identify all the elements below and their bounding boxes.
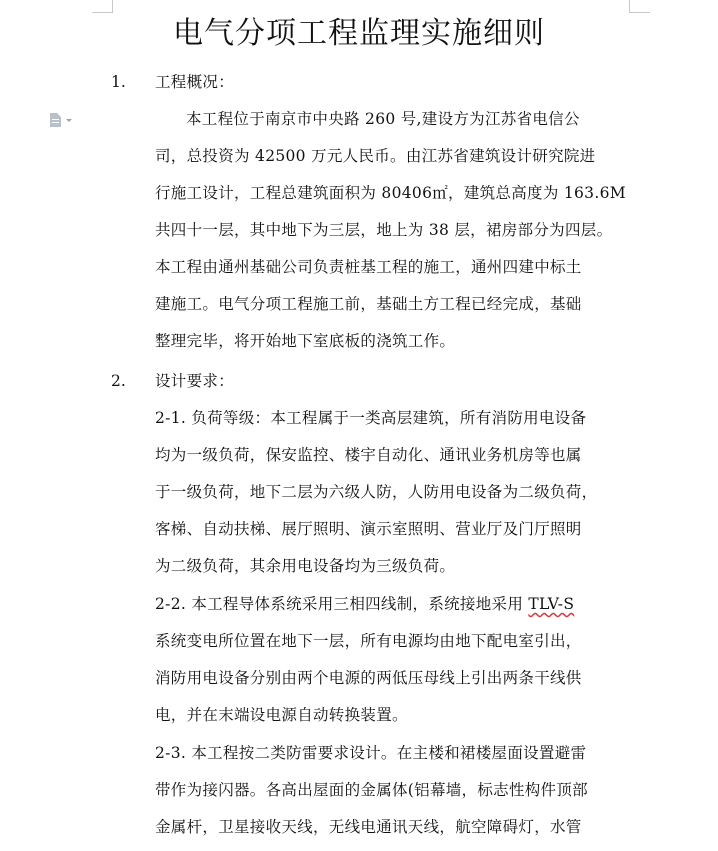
- paragraph-line: 2-1. 负荷等级：本工程属于一类高层建筑，所有消防用电设备: [155, 409, 587, 427]
- chevron-down-icon: [66, 119, 72, 122]
- paragraph-line: 为二级负荷，其余用电设备均为三级负荷。: [155, 557, 456, 575]
- paragraph-line: 系统变电所位置在地下一层，所有电源均由地下配电室引出，: [155, 632, 582, 650]
- paragraph-line: 消防用电设备分别由两个电源的两低压母线上引出两条干线供: [155, 669, 582, 687]
- paragraph-line: 行施工设计，工程总建筑面积为 80406㎡，建筑总高度为 163.6M: [155, 184, 626, 202]
- line-text: 2-2. 本工程导体系统采用三相四线制，系统接地采用: [155, 595, 529, 613]
- paragraph-options-button[interactable]: [50, 111, 80, 129]
- paragraph-line: 本工程位于南京市中央路 260 号,建设方为江苏省电信公: [186, 110, 580, 128]
- paragraph-line: 建施工。电气分项工程施工前，基础土方工程已经完成，基础: [155, 295, 582, 313]
- section-heading: 工程概况：: [155, 73, 235, 91]
- document-icon: [50, 113, 61, 127]
- paragraph-line: 于一级负荷，地下二层为六级人防，人防用电设备为二级负荷，: [155, 483, 598, 501]
- document-title: 电气分项工程监理实施细则: [173, 16, 545, 51]
- paragraph-line: 整理完毕，将开始地下室底板的浇筑工作。: [155, 332, 456, 350]
- paragraph-line: [155, 593, 574, 615]
- paragraph-line: 共四十一层，其中地下为三层，地上为 38 层，裙房部分为四层。: [155, 221, 613, 239]
- paragraph-line: 金属杆，卫星接收天线，无线电通讯天线，航空障碍灯，水管: [155, 818, 582, 836]
- paragraph-line: 司，总投资为 42500 万元人民币。由江苏省建筑设计研究院进: [155, 147, 596, 165]
- section-heading: 设计要求：: [155, 372, 235, 390]
- paragraph-line: 本工程由通州基础公司负责桩基工程的施工，通州四建中标土: [155, 258, 582, 276]
- spellcheck-marked-text[interactable]: TLV-S: [528, 595, 575, 613]
- section-number: 1.: [111, 73, 126, 91]
- paragraph-line: 均为一级负荷，保安监控、楼宇自动化、通讯业务机房等也属: [155, 446, 582, 464]
- paragraph-line: 2-3. 本工程按二类防雷要求设计。在主楼和裙楼屋面设置避雷: [155, 744, 587, 762]
- paragraph-line: 客梯、自动扶梯、展厅照明、演示室照明、营业厅及门厅照明: [155, 520, 582, 538]
- paragraph-line: 电，并在末端设电源自动转换装置。: [155, 706, 408, 724]
- paragraph-line: 带作为接闪器。各高出屋面的金属体(铝幕墙，标志性构件顶部: [155, 781, 588, 799]
- section-number: 2.: [111, 372, 126, 390]
